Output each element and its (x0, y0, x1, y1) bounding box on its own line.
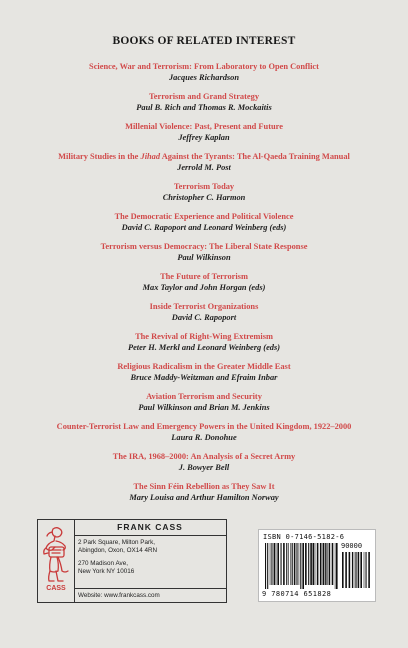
book-entry (0, 151, 408, 181)
book-author: Laura R. Donohue (171, 433, 237, 442)
addon-digits: 90000 (341, 542, 363, 550)
book-entry (0, 421, 408, 451)
book-entry (0, 451, 408, 481)
book-title-post: Against the Tyrants: The Al-Qaeda Training Manual (160, 152, 350, 161)
book-entry (0, 361, 408, 391)
book-title: Millenial Violence: Past, Present and Future (125, 122, 283, 131)
book-title: The Sinn Féin Rebellion as They Saw It (133, 482, 275, 491)
barcode-box (258, 529, 376, 602)
book-title (0, 151, 408, 162)
book-entry (0, 61, 408, 91)
book-entry (0, 181, 408, 211)
book-author: Jeffrey Kaplan (178, 133, 230, 142)
book-title: The IRA, 1968–2000: An Analysis of a Secret Army (112, 452, 296, 461)
book-author: Jerrold M. Post (177, 163, 231, 172)
ean-barcode (265, 543, 339, 589)
heading: BOOKS OF RELATED INTEREST (112, 35, 296, 47)
book-author: Christopher C. Harmon (162, 193, 246, 202)
book-entry (0, 91, 408, 121)
book-title: The Revival of Right-Wing Extremism (135, 332, 273, 341)
book-title: Science, War and Terrorism: From Laboratory to Open Conflict (89, 62, 319, 71)
address-uk-line2: Abingdon, Oxon, OX14 4RN (78, 547, 158, 554)
addon-barcode (342, 552, 372, 588)
publisher-logo (38, 520, 75, 602)
book-title: Terrorism versus Democracy: The Liberal State Response (100, 242, 308, 251)
book-entry (0, 391, 408, 421)
address-us (78, 560, 134, 576)
book-author: Paul Wilkinson (177, 253, 231, 262)
book-title: Aviation Terrorism and Security (146, 392, 262, 401)
logo-word: CASS (46, 585, 66, 592)
book-title: Counter-Terrorist Law and Emergency Powers in the United Kingdom, 1922–2000 (56, 422, 352, 431)
book-entry (0, 271, 408, 301)
book-title: Inside Terrorist Organizations (149, 302, 259, 311)
book-title: Terrorism and Grand Strategy (148, 92, 260, 101)
book-author: Mary Louisa and Arthur Hamilton Norway (129, 493, 279, 502)
book-title-pre: Military Studies in the (58, 152, 141, 161)
book-title: The Democratic Experience and Political Violence (114, 212, 294, 221)
book-entry (0, 241, 408, 271)
address-us-line1: 270 Madison Ave, (78, 560, 128, 567)
book-entry (0, 331, 408, 361)
book-entry (0, 301, 408, 331)
book-author: Bruce Maddy-Weitzman and Efraim Inbar (130, 373, 278, 382)
address-uk-line1: 2 Park Square, Milton Park, (78, 539, 155, 546)
publisher-box (37, 519, 227, 603)
publisher-name: FRANK CASS (74, 520, 226, 536)
book-author: J. Bowyer Bell (178, 463, 230, 472)
book-author: David C. Rapoport (171, 313, 237, 322)
book-author: Jacques Richardson (168, 73, 240, 82)
book-title: The Future of Terrorism (160, 272, 248, 281)
book-author: Paul Wilkinson and Brian M. Jenkins (138, 403, 270, 412)
publisher-website: Website: www.frankcass.com (74, 588, 226, 603)
address-uk (78, 539, 157, 555)
book-title: Religious Radicalism in the Greater Middle East (117, 362, 291, 371)
book-author: Peter H. Merkl and Leonard Weinberg (eds) (127, 343, 281, 352)
book-title-italic: Jihad (140, 152, 161, 161)
book-author: Max Taylor and John Horgan (eds) (142, 283, 266, 292)
book-author: David C. Rapoport and Leonard Weinberg (eds) (121, 223, 287, 232)
ean-digits: 9 780714 651828 (262, 590, 332, 598)
book-entry (0, 211, 408, 241)
book-entry (0, 481, 408, 511)
book-title: Terrorism Today (173, 182, 235, 191)
address-us-line2: New York NY 10016 (78, 568, 135, 575)
isbn-label: ISBN 0-7146-5182-6 (263, 533, 345, 541)
book-entry (0, 121, 408, 151)
book-list (0, 61, 408, 511)
book-author: Paul B. Rich and Thomas R. Mockaitis (136, 103, 272, 112)
figure-with-scroll-icon (41, 526, 71, 584)
